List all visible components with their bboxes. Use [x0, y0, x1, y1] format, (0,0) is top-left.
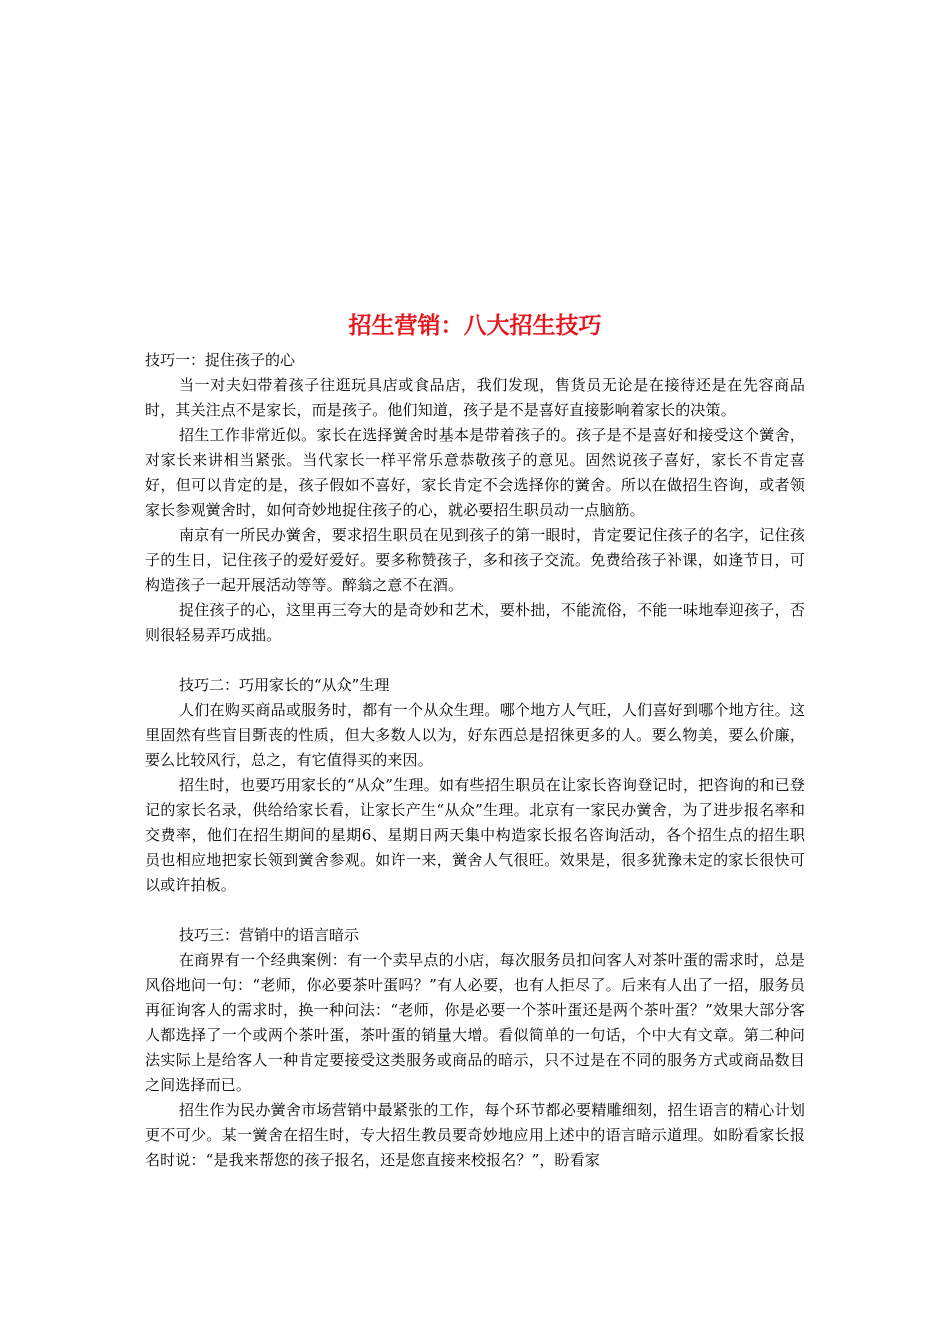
paragraph: 招生时，也要巧用家长的“从众”生理。如有些招生职员在让家长咨询登记时，把咨询的和已登记的家长名录，供给给家长看，让家长产生“从众”生理。北京有一家民办黉舍，为了进步报名率和交费率，他们在招生期间的星期6、星期日两天集中构造家长报名咨询活动，各个招生点的招生职员也相应地把家长领到黉舍参观。如许一来，黉舍人气很旺。效果是，很多犹豫未定的家长很快可以或许拍板。 — [145, 776, 805, 894]
paragraph: 当一对夫妇带着孩子往逛玩具店或食品店，我们发现，售货员无论是在接待还是在先容商品时，其关注点不是家长，而是孩子。他们知道，孩子是不是喜好直接影响着家长的决策。 — [145, 376, 805, 419]
paragraph: 招生作为民办黉舍市场营销中最紧张的工作，每个环节都必要精雕细刻，招生语言的精心计划更不可少。某一黉舍在招生时，专大招生教员要奇妙地应用上述中的语言暗示道理。如盼看家长报名时说：“是我来帮您的孩子报名，还是您直接来校报名？”，盼看家 — [145, 1101, 805, 1169]
document-page — [145, 310, 805, 1173]
paragraph: 人们在购买商品或服务时，都有一个从众生理。哪个地方人气旺，人们喜好到哪个地方往。这里固然有些盲目斲丧的性质，但大多数人以为，好东西总是招徕更多的人。要么物美，要么价廉，要么比较风行，总之，有它值得买的来因。 — [145, 701, 805, 769]
section-tip-3 — [145, 923, 805, 1173]
section-tip-1 — [145, 348, 805, 648]
section-tip-2 — [145, 673, 805, 898]
paragraph: 捉住孩子的心，这里再三夸大的是奇妙和艺术，要朴拙，不能流俗，不能一味地奉迎孩子，否则很轻易弄巧成拙。 — [145, 601, 805, 644]
section-heading: 技巧一：捉住孩子的心 — [145, 351, 296, 369]
paragraph: 在商界有一个经典案例：有一个卖早点的小店，每次服务员扣问客人对茶叶蛋的需求时，总是风俗地问一句：“老师，你必要茶叶蛋吗？”有人必要，也有人拒尽了。后来有人出了一招，服务员再征询客人的需求时，换一种问法：“老师，你是必要一个茶叶蛋还是两个茶叶蛋？”效果大部分客人都选择了一个或两个茶叶蛋，茶叶蛋的销量大增。看似简单的一句话，个中大有文章。第二种问法实际上是给客人一种肯定要接受这类服务或商品的暗示，只不过是在不同的服务方式或商品数目之间选择而已。 — [145, 951, 805, 1094]
paragraph: 招生工作非常近似。家长在选择黉舍时基本是带着孩子的。孩子是不是喜好和接受这个黉舍，对家长来讲相当紧张。当代家长一样平常乐意恭敬孩子的意见。固然说孩子喜好，家长不肯定喜好，但可以肯定的是，孩子假如不喜好，家长肯定不会选择你的黉舍。所以在做招生咨询，或者领家长参观黉舍时，如何奇妙地捉住孩子的心，就必要招生职员动一点脑筋。 — [145, 426, 805, 519]
paragraph: 南京有一所民办黉舍，要求招生职员在见到孩子的第一眼时，肯定要记住孩子的名字，记住孩子的生日，记住孩子的爱好爱好。要多称赞孩子，多和孩子交流。免费给孩子补课，如逢节日，可构造孩子一起开展活动等等。醉翁之意不在酒。 — [145, 526, 805, 594]
document-title: 招生营销：八大招生技巧 — [348, 313, 602, 339]
section-heading: 技巧三：营销中的语言暗示 — [179, 926, 360, 944]
section-heading: 技巧二：巧用家长的“从众”生理 — [179, 676, 390, 694]
